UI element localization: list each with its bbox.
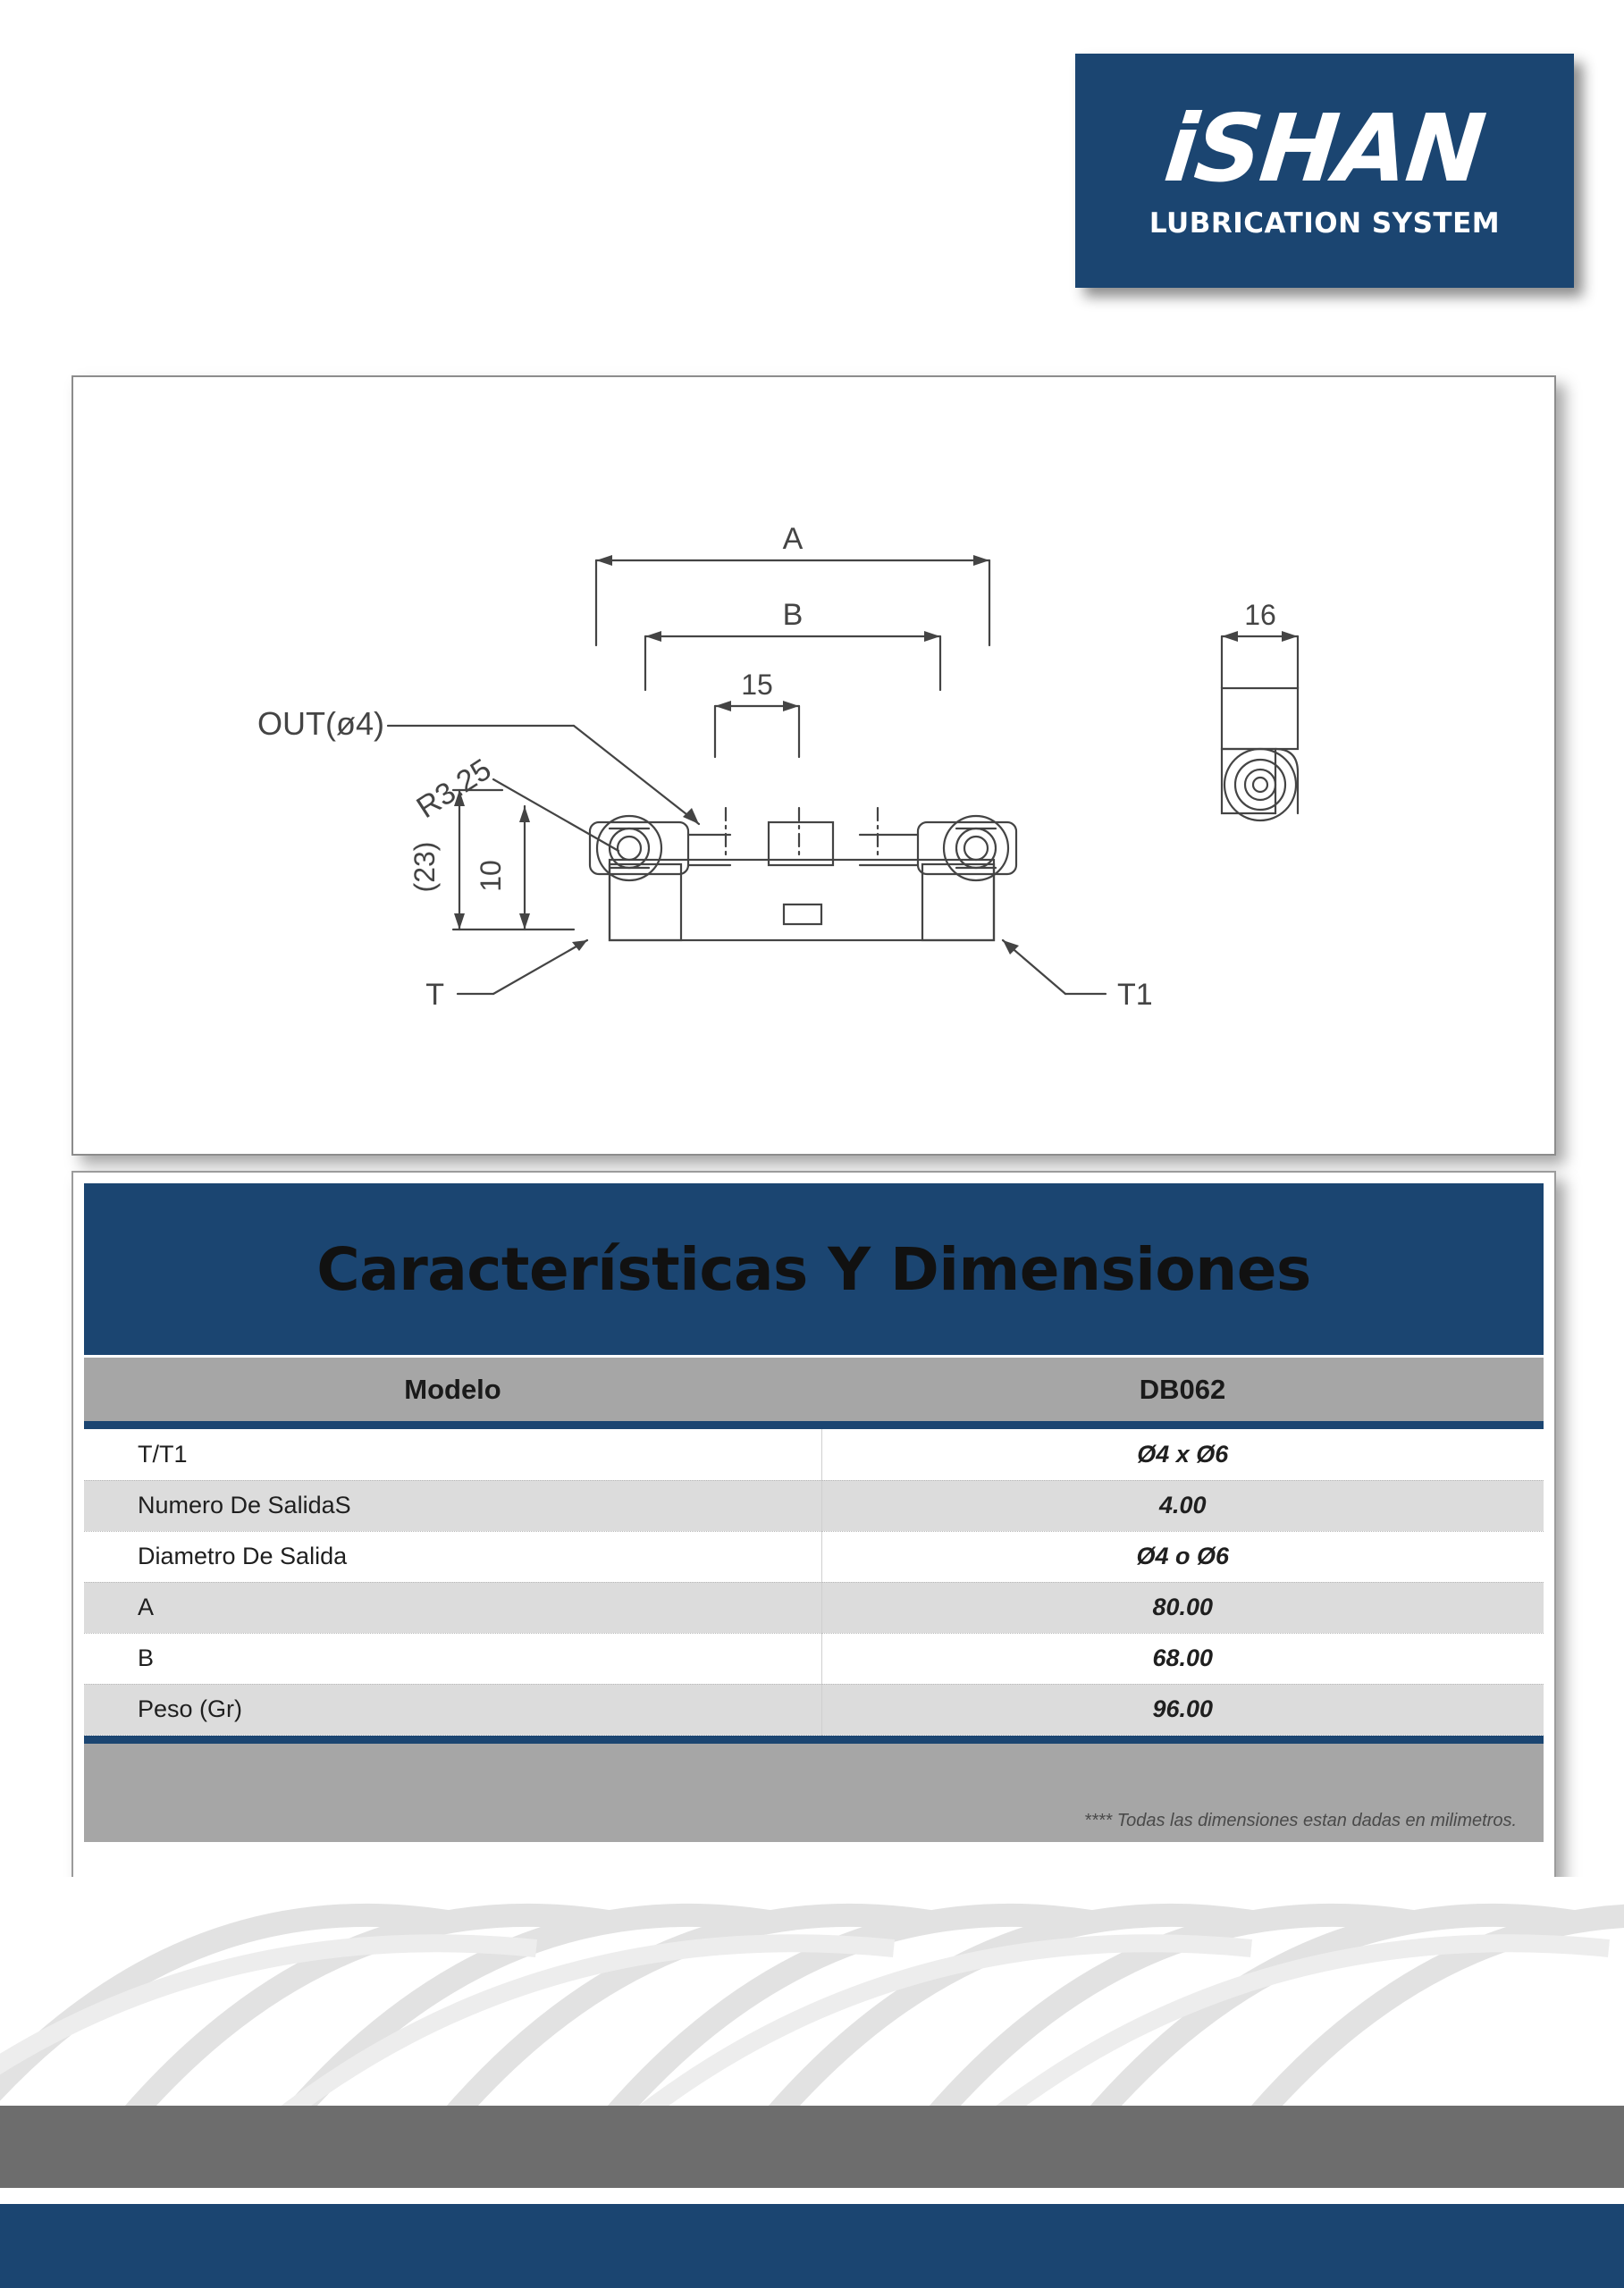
footer-blue-bar <box>0 2204 1624 2288</box>
row-label: B <box>84 1633 821 1684</box>
drawing-label-r325: R3.25 <box>410 752 498 826</box>
drawing-panel <box>72 375 1556 1156</box>
spec-title: Características Y Dimensiones <box>316 1234 1311 1304</box>
drawing-label-10: 10 <box>475 860 507 892</box>
logo-wordmark: iSHAN <box>1160 94 1489 203</box>
row-value: Ø4 o Ø6 <box>821 1531 1544 1582</box>
footer-gray-bar <box>0 2106 1624 2188</box>
table-row <box>84 1633 1544 1684</box>
specifications-table <box>84 1429 1544 1736</box>
row-label: A <box>84 1582 821 1633</box>
drawing-label-t1: T1 <box>1117 978 1153 1012</box>
row-value: 96.00 <box>821 1684 1544 1735</box>
specifications-card <box>72 1171 1556 1881</box>
row-label: Numero De SalidaS <box>84 1480 821 1531</box>
row-label: Diametro De Salida <box>84 1531 821 1582</box>
drawing-label-16: 16 <box>1244 599 1276 631</box>
drawing-label-t: T <box>425 978 444 1012</box>
table-row <box>84 1531 1544 1582</box>
drawing-label-b: B <box>782 598 804 632</box>
row-value: Ø4 x Ø6 <box>821 1429 1544 1480</box>
company-logo <box>1075 54 1574 288</box>
table-row <box>84 1429 1544 1480</box>
units-footnote: **** Todas las dimensiones estan dadas en milimetros. <box>1084 1810 1517 1830</box>
model-header-value: DB062 <box>1139 1373 1226 1405</box>
footer-decoration <box>0 1877 1624 2118</box>
row-label: Peso (Gr) <box>84 1684 821 1735</box>
spec-title-bar <box>84 1183 1544 1355</box>
drawing-label-15: 15 <box>741 669 773 701</box>
dimension-drawing <box>73 377 1554 1154</box>
footnote-band <box>84 1744 1544 1842</box>
drawing-label-23: (23) <box>408 841 441 893</box>
model-header-row <box>84 1355 1544 1421</box>
table-row <box>84 1684 1544 1735</box>
table-row <box>84 1582 1544 1633</box>
row-value: 80.00 <box>821 1582 1544 1633</box>
footer-divider <box>0 2188 1624 2204</box>
model-header-label: Modelo <box>404 1373 501 1405</box>
logo-tagline: LUBRICATION SYSTEM <box>1149 207 1501 240</box>
table-bottom-rule <box>84 1736 1544 1744</box>
drawing-label-a: A <box>782 522 804 556</box>
drawing-label-out: OUT(ø4) <box>257 705 384 742</box>
row-label: T/T1 <box>84 1429 821 1480</box>
row-value: 68.00 <box>821 1633 1544 1684</box>
table-top-rule <box>84 1421 1544 1429</box>
table-row <box>84 1480 1544 1531</box>
row-value: 4.00 <box>821 1480 1544 1531</box>
